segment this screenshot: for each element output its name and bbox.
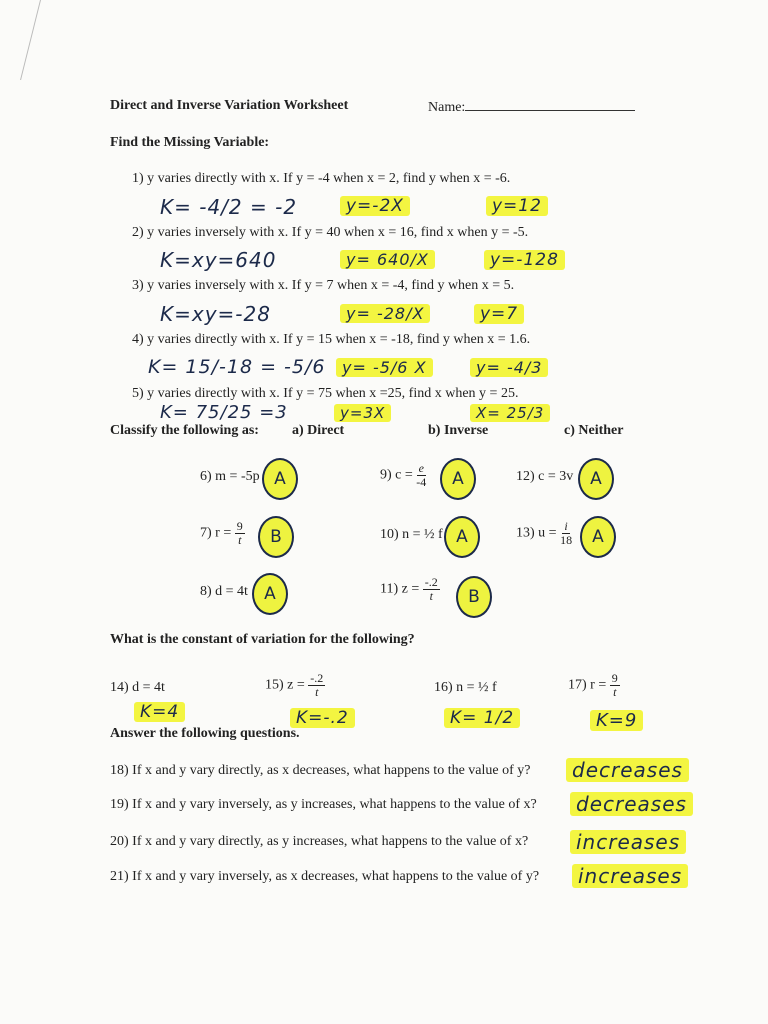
question-5-equation: y=3X xyxy=(334,404,391,422)
item-9-numerator: e xyxy=(418,461,424,475)
question-21-answer: increases xyxy=(572,864,688,888)
item-15-prefix: 15) z = xyxy=(265,677,305,693)
section-title-answer-questions: Answer the following questions. xyxy=(110,726,300,741)
item-7-denominator: t xyxy=(238,533,242,547)
question-5-work: K= 75/25 =3 xyxy=(160,402,288,423)
section-title-classify: Classify the following as: xyxy=(110,423,259,438)
worksheet-title: Direct and Inverse Variation Worksheet xyxy=(110,98,349,113)
item-10-label: 10) n = ½ f xyxy=(380,527,443,542)
item-7-label xyxy=(200,520,245,547)
item-11-denominator: t xyxy=(429,589,433,603)
item-9-answer-circle: A xyxy=(440,458,476,500)
item-15-fraction xyxy=(308,672,325,699)
item-11-fraction xyxy=(423,576,440,603)
item-12-label: 12) c = 3v xyxy=(516,469,574,484)
item-14-label: 14) d = 4t xyxy=(110,680,165,695)
question-2-equation: y= 640/X xyxy=(340,250,435,269)
item-15-numerator: -.2 xyxy=(310,671,324,685)
question-21-text: 21) If x and y vary inversely, as x decreases, what happens to the value of y? xyxy=(110,869,540,884)
item-17-fraction xyxy=(610,672,620,699)
item-15-label xyxy=(265,672,325,699)
item-7-numerator: 9 xyxy=(236,519,243,533)
question-4-answer: y= -4/3 xyxy=(470,358,548,377)
question-4-equation: y= -5/6 X xyxy=(336,358,433,377)
item-13-prefix: 13) u = xyxy=(516,525,557,541)
page-edge-line xyxy=(0,0,41,80)
question-1-equation: y=-2X xyxy=(340,196,410,216)
question-19-text: 19) If x and y vary inversely, as y increases, what happens to the value of x? xyxy=(110,797,537,812)
question-20-answer: increases xyxy=(570,830,686,854)
item-13-answer-circle: A xyxy=(580,516,616,558)
item-11-label xyxy=(380,576,440,603)
question-1-answer: y=12 xyxy=(486,196,548,216)
item-6-label: 6) m = -5p xyxy=(200,469,260,484)
item-17-denominator: t xyxy=(613,685,617,699)
item-11-numerator: -.2 xyxy=(424,575,438,589)
item-12-answer-circle: A xyxy=(578,458,614,500)
item-16-answer: K= 1/2 xyxy=(444,708,520,728)
section-title-missing-variable: Find the Missing Variable: xyxy=(110,135,270,150)
option-direct: a) Direct xyxy=(292,423,345,438)
item-10-answer-circle: A xyxy=(444,516,480,558)
question-2-work: K=xy=640 xyxy=(160,248,277,272)
item-11-prefix: 11) z = xyxy=(380,581,420,597)
item-13-denominator: 18 xyxy=(560,533,573,547)
question-3-text: 3) y varies inversely with x. If y = 7 when x = -4, find y when x = 5. xyxy=(132,278,515,293)
name-label: Name: xyxy=(428,100,466,115)
item-13-label xyxy=(516,520,572,547)
item-17-answer: K=9 xyxy=(590,710,643,731)
question-2-text: 2) y varies inversely with x. If y = 40 when x = 16, find x when y = -5. xyxy=(132,225,529,240)
question-20-text: 20) If x and y vary directly, as y increases, what happens to the value of x? xyxy=(110,834,529,849)
name-line xyxy=(465,98,635,111)
question-2-answer: y=-128 xyxy=(484,250,565,270)
item-6-answer-circle: A xyxy=(262,458,298,500)
question-19-answer: decreases xyxy=(570,792,693,816)
item-8-label: 8) d = 4t xyxy=(200,584,248,599)
question-5-answer: X= 25/3 xyxy=(470,404,550,422)
question-4-text: 4) y varies directly with x. If y = 15 when x = -18, find y when x = 1.6. xyxy=(132,332,531,347)
question-5-text: 5) y varies directly with x. If y = 75 when x =25, find x when y = 25. xyxy=(132,386,519,401)
question-4-work: K= 15/-18 = -5/6 xyxy=(148,356,326,378)
question-3-answer: y=7 xyxy=(474,304,524,324)
option-inverse: b) Inverse xyxy=(428,423,489,438)
question-1-text: 1) y varies directly with x. If y = -4 when x = 2, find y when x = -6. xyxy=(132,171,511,186)
item-7-fraction xyxy=(235,520,245,547)
item-11-answer-circle: B xyxy=(456,576,492,618)
question-3-equation: y= -28/X xyxy=(340,304,430,323)
name-field xyxy=(428,98,635,116)
item-13-numerator: i xyxy=(564,519,568,533)
question-3-work: K=xy=-28 xyxy=(160,302,271,326)
item-8-answer-circle: A xyxy=(252,573,288,615)
item-14-answer: K=4 xyxy=(134,702,185,722)
item-7-prefix: 7) r = xyxy=(200,525,232,541)
item-17-numerator: 9 xyxy=(611,671,618,685)
item-7-answer-circle: B xyxy=(258,516,294,558)
question-18-answer: decreases xyxy=(566,758,689,782)
item-16-label: 16) n = ½ f xyxy=(434,680,497,695)
item-15-answer: K=-.2 xyxy=(290,708,355,728)
item-17-label xyxy=(568,672,620,699)
item-9-fraction xyxy=(416,462,426,489)
option-neither: c) Neither xyxy=(564,423,624,438)
item-13-fraction xyxy=(560,520,572,547)
section-title-constant: What is the constant of variation for the following? xyxy=(110,632,415,647)
question-1-work: K= -4/2 = -2 xyxy=(160,195,298,219)
item-17-prefix: 17) r = xyxy=(568,677,607,693)
item-15-denominator: t xyxy=(315,685,319,699)
question-18-text: 18) If x and y vary directly, as x decreases, what happens to the value of y? xyxy=(110,763,531,778)
item-9-prefix: 9) c = xyxy=(380,467,413,483)
item-9-denominator: -4 xyxy=(416,475,427,489)
item-9-label xyxy=(380,462,426,489)
